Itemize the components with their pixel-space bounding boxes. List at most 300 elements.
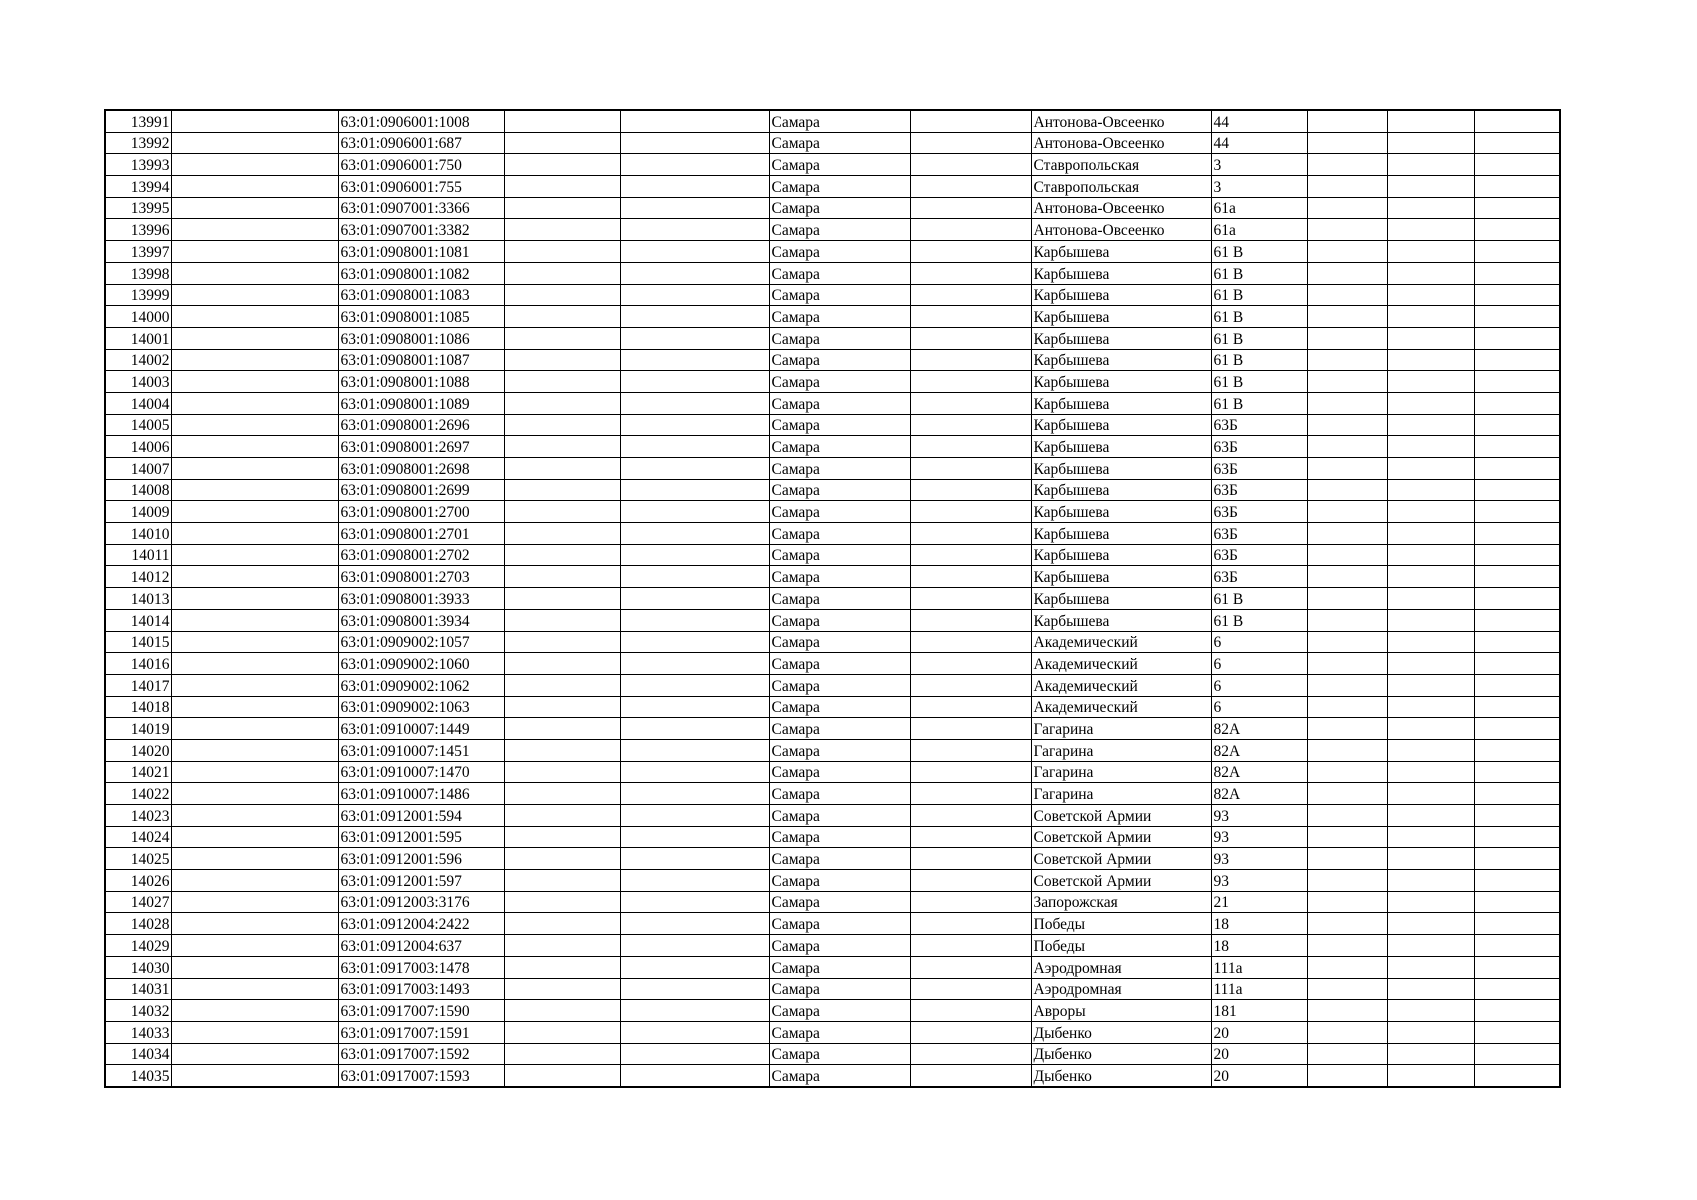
cell-city: Самара <box>769 566 910 588</box>
table-row <box>105 631 1560 653</box>
cell-empty <box>620 132 769 154</box>
cell-city: Самара <box>769 176 910 198</box>
cell-empty <box>910 718 1031 740</box>
cell-empty <box>910 826 1031 848</box>
cell-house: 181 <box>1211 1000 1307 1022</box>
cell-row-number: 14018 <box>105 696 171 718</box>
cell-empty <box>910 1021 1031 1043</box>
cell-empty <box>1387 826 1474 848</box>
cell-empty <box>1307 739 1387 761</box>
cell-empty <box>1307 349 1387 371</box>
cell-empty <box>1474 544 1560 566</box>
cell-empty <box>620 523 769 545</box>
cell-city: Самара <box>769 392 910 414</box>
cell-street: Победы <box>1031 935 1211 957</box>
cell-empty <box>1474 219 1560 241</box>
cell-cadastral-number: 63:01:0917007:1593 <box>338 1065 504 1087</box>
cell-row-number: 14008 <box>105 479 171 501</box>
table-row <box>105 371 1560 393</box>
cell-empty <box>1474 458 1560 480</box>
table-row <box>105 935 1560 957</box>
cell-empty <box>910 262 1031 284</box>
cell-empty <box>910 739 1031 761</box>
cell-empty <box>171 609 338 631</box>
cell-row-number: 14015 <box>105 631 171 653</box>
cell-empty <box>1307 913 1387 935</box>
cell-empty <box>171 110 338 132</box>
cell-empty <box>1474 349 1560 371</box>
cell-empty <box>504 566 620 588</box>
cell-city: Самара <box>769 848 910 870</box>
cell-empty <box>171 1000 338 1022</box>
cell-empty <box>1307 392 1387 414</box>
cell-empty <box>171 761 338 783</box>
cell-cadastral-number: 63:01:0908001:1082 <box>338 262 504 284</box>
cell-empty <box>171 1021 338 1043</box>
cell-empty <box>1474 501 1560 523</box>
cell-empty <box>504 219 620 241</box>
cell-street: Карбышева <box>1031 458 1211 480</box>
cell-empty <box>620 761 769 783</box>
cell-empty <box>1474 761 1560 783</box>
table-row <box>105 306 1560 328</box>
cell-empty <box>1474 1000 1560 1022</box>
cell-cadastral-number: 63:01:0917007:1590 <box>338 1000 504 1022</box>
cell-city: Самара <box>769 544 910 566</box>
table-row <box>105 197 1560 219</box>
table-row <box>105 436 1560 458</box>
cell-cadastral-number: 63:01:0909002:1060 <box>338 653 504 675</box>
cell-house: 44 <box>1211 132 1307 154</box>
cell-row-number: 14017 <box>105 674 171 696</box>
cell-city: Самара <box>769 219 910 241</box>
cell-empty <box>1387 241 1474 263</box>
cell-empty <box>910 219 1031 241</box>
cell-row-number: 14010 <box>105 523 171 545</box>
cell-empty <box>910 870 1031 892</box>
table-row <box>105 110 1560 132</box>
cell-row-number: 14022 <box>105 783 171 805</box>
cell-empty <box>1307 674 1387 696</box>
table-row <box>105 1065 1560 1087</box>
cell-cadastral-number: 63:01:0912004:637 <box>338 935 504 957</box>
cell-empty <box>620 739 769 761</box>
cell-empty <box>620 826 769 848</box>
cell-cadastral-number: 63:01:0910007:1470 <box>338 761 504 783</box>
cell-house: 3 <box>1211 154 1307 176</box>
cell-empty <box>1307 479 1387 501</box>
cell-empty <box>171 826 338 848</box>
cell-empty <box>171 436 338 458</box>
table-row <box>105 674 1560 696</box>
cell-street: Гагарина <box>1031 761 1211 783</box>
table-row <box>105 696 1560 718</box>
cell-house: 61 В <box>1211 327 1307 349</box>
cell-street: Дыбенко <box>1031 1021 1211 1043</box>
cell-empty <box>1387 306 1474 328</box>
cell-house: 82А <box>1211 783 1307 805</box>
cell-empty <box>620 718 769 740</box>
cell-row-number: 14005 <box>105 414 171 436</box>
cell-city: Самара <box>769 371 910 393</box>
cell-empty <box>504 262 620 284</box>
cell-cadastral-number: 63:01:0908001:2702 <box>338 544 504 566</box>
cell-empty <box>620 566 769 588</box>
cell-house: 111а <box>1211 978 1307 1000</box>
cell-row-number: 14016 <box>105 653 171 675</box>
cell-empty <box>620 436 769 458</box>
cell-empty <box>1387 479 1474 501</box>
cell-empty <box>171 349 338 371</box>
cell-empty <box>1307 1043 1387 1065</box>
cell-house: 20 <box>1211 1065 1307 1087</box>
cell-street: Карбышева <box>1031 566 1211 588</box>
cell-empty <box>1307 783 1387 805</box>
cell-empty <box>1307 1000 1387 1022</box>
table-row <box>105 154 1560 176</box>
cell-empty <box>1387 458 1474 480</box>
cell-street: Советской Армии <box>1031 870 1211 892</box>
cell-cadastral-number: 63:01:0906001:755 <box>338 176 504 198</box>
cell-row-number: 14019 <box>105 718 171 740</box>
cell-cadastral-number: 63:01:0917007:1591 <box>338 1021 504 1043</box>
table-row <box>105 739 1560 761</box>
cell-empty <box>504 935 620 957</box>
cell-empty <box>1387 197 1474 219</box>
cell-street: Карбышева <box>1031 479 1211 501</box>
cell-street: Запорожская <box>1031 891 1211 913</box>
cell-empty <box>1307 978 1387 1000</box>
cell-empty <box>1307 544 1387 566</box>
cell-cadastral-number: 63:01:0908001:2703 <box>338 566 504 588</box>
cell-empty <box>1474 913 1560 935</box>
cell-cadastral-number: 63:01:0912001:597 <box>338 870 504 892</box>
cell-city: Самара <box>769 826 910 848</box>
cell-empty <box>504 913 620 935</box>
cell-empty <box>1387 761 1474 783</box>
table-row <box>105 761 1560 783</box>
cell-row-number: 13995 <box>105 197 171 219</box>
cell-empty <box>910 110 1031 132</box>
cell-empty <box>1387 718 1474 740</box>
cell-empty <box>1387 913 1474 935</box>
table-row <box>105 523 1560 545</box>
table-row <box>105 609 1560 631</box>
cell-empty <box>620 176 769 198</box>
cell-house: 63Б <box>1211 479 1307 501</box>
cell-row-number: 14021 <box>105 761 171 783</box>
cell-empty <box>620 783 769 805</box>
cell-city: Самара <box>769 978 910 1000</box>
cell-row-number: 14011 <box>105 544 171 566</box>
cell-empty <box>504 132 620 154</box>
cell-empty <box>910 1000 1031 1022</box>
cell-empty <box>1387 674 1474 696</box>
cell-empty <box>620 371 769 393</box>
cell-house: 61 В <box>1211 306 1307 328</box>
cell-empty <box>504 956 620 978</box>
cell-row-number: 14027 <box>105 891 171 913</box>
cell-street: Карбышева <box>1031 306 1211 328</box>
cell-empty <box>504 371 620 393</box>
cell-empty <box>504 392 620 414</box>
cell-empty <box>910 392 1031 414</box>
cell-empty <box>1307 609 1387 631</box>
cell-house: 20 <box>1211 1021 1307 1043</box>
cell-house: 93 <box>1211 805 1307 827</box>
cell-house: 61а <box>1211 197 1307 219</box>
table-body <box>105 110 1560 1087</box>
cell-row-number: 14026 <box>105 870 171 892</box>
cell-empty <box>910 783 1031 805</box>
cell-empty <box>1307 436 1387 458</box>
cell-empty <box>910 935 1031 957</box>
table-row <box>105 327 1560 349</box>
cell-empty <box>910 631 1031 653</box>
cell-city: Самара <box>769 501 910 523</box>
cell-city: Самара <box>769 241 910 263</box>
cell-empty <box>1307 219 1387 241</box>
cell-empty <box>1387 1043 1474 1065</box>
cell-empty <box>504 588 620 610</box>
cell-empty <box>620 241 769 263</box>
cell-row-number: 14014 <box>105 609 171 631</box>
cell-empty <box>504 306 620 328</box>
cell-row-number: 14012 <box>105 566 171 588</box>
table-row <box>105 132 1560 154</box>
cell-street: Гагарина <box>1031 783 1211 805</box>
cell-row-number: 14020 <box>105 739 171 761</box>
cell-empty <box>1474 197 1560 219</box>
cell-empty <box>1307 566 1387 588</box>
cell-cadastral-number: 63:01:0908001:1086 <box>338 327 504 349</box>
cell-empty <box>1307 241 1387 263</box>
cell-empty <box>910 154 1031 176</box>
cell-empty <box>504 761 620 783</box>
cell-empty <box>1474 1065 1560 1087</box>
cell-row-number: 14009 <box>105 501 171 523</box>
table-row <box>105 588 1560 610</box>
cell-empty <box>620 1000 769 1022</box>
cell-empty <box>1474 956 1560 978</box>
cell-empty <box>1387 653 1474 675</box>
cell-empty <box>1307 1065 1387 1087</box>
cell-empty <box>171 653 338 675</box>
cell-empty <box>1307 891 1387 913</box>
cell-empty <box>1474 870 1560 892</box>
cell-row-number: 14033 <box>105 1021 171 1043</box>
cell-cadastral-number: 63:01:0908001:1087 <box>338 349 504 371</box>
cell-empty <box>1387 805 1474 827</box>
cell-row-number: 13997 <box>105 241 171 263</box>
cell-empty <box>620 805 769 827</box>
cell-empty <box>171 870 338 892</box>
cell-empty <box>620 978 769 1000</box>
cell-cadastral-number: 63:01:0909002:1063 <box>338 696 504 718</box>
cell-row-number: 14002 <box>105 349 171 371</box>
cell-empty <box>620 653 769 675</box>
cell-empty <box>171 219 338 241</box>
table-row <box>105 284 1560 306</box>
cell-cadastral-number: 63:01:0908001:1085 <box>338 306 504 328</box>
cell-city: Самара <box>769 653 910 675</box>
cell-house: 61 В <box>1211 241 1307 263</box>
cell-empty <box>910 284 1031 306</box>
cell-empty <box>1307 262 1387 284</box>
table-row <box>105 783 1560 805</box>
cell-empty <box>171 739 338 761</box>
cell-empty <box>1307 653 1387 675</box>
cell-empty <box>1387 327 1474 349</box>
cell-cadastral-number: 63:01:0906001:687 <box>338 132 504 154</box>
cell-empty <box>1307 110 1387 132</box>
cell-empty <box>910 891 1031 913</box>
cell-empty <box>1387 566 1474 588</box>
cell-city: Самара <box>769 132 910 154</box>
cell-empty <box>1307 588 1387 610</box>
cell-empty <box>1387 132 1474 154</box>
cell-empty <box>1387 176 1474 198</box>
cell-street: Карбышева <box>1031 436 1211 458</box>
cell-street: Карбышева <box>1031 609 1211 631</box>
cell-empty <box>620 544 769 566</box>
cell-empty <box>620 935 769 957</box>
cell-empty <box>504 1065 620 1087</box>
cell-empty <box>1307 523 1387 545</box>
cell-street: Антонова-Овсеенко <box>1031 197 1211 219</box>
cell-empty <box>620 284 769 306</box>
cell-empty <box>910 327 1031 349</box>
cell-street: Карбышева <box>1031 262 1211 284</box>
cell-row-number: 13994 <box>105 176 171 198</box>
cell-empty <box>1474 1043 1560 1065</box>
cell-empty <box>910 479 1031 501</box>
cell-empty <box>1387 219 1474 241</box>
cell-empty <box>620 349 769 371</box>
cell-empty <box>910 653 1031 675</box>
cell-cadastral-number: 63:01:0917003:1493 <box>338 978 504 1000</box>
cell-cadastral-number: 63:01:0912004:2422 <box>338 913 504 935</box>
cell-empty <box>171 544 338 566</box>
cell-empty <box>1474 783 1560 805</box>
cell-empty <box>1474 284 1560 306</box>
cell-cadastral-number: 63:01:0910007:1451 <box>338 739 504 761</box>
cell-empty <box>910 371 1031 393</box>
table-row <box>105 219 1560 241</box>
cell-street: Гагарина <box>1031 718 1211 740</box>
cell-empty <box>1387 1021 1474 1043</box>
cell-house: 82А <box>1211 718 1307 740</box>
cell-empty <box>620 609 769 631</box>
cell-empty <box>1474 674 1560 696</box>
cell-empty <box>504 154 620 176</box>
cell-street: Карбышева <box>1031 241 1211 263</box>
cell-empty <box>1307 371 1387 393</box>
table-row <box>105 870 1560 892</box>
cell-house: 82А <box>1211 761 1307 783</box>
cell-empty <box>504 870 620 892</box>
cell-empty <box>910 306 1031 328</box>
cell-street: Карбышева <box>1031 371 1211 393</box>
cell-cadastral-number: 63:01:0910007:1449 <box>338 718 504 740</box>
cell-empty <box>504 1043 620 1065</box>
table-row <box>105 566 1560 588</box>
cell-city: Самара <box>769 609 910 631</box>
table-row <box>105 1043 1560 1065</box>
cell-empty <box>1307 306 1387 328</box>
cell-empty <box>620 110 769 132</box>
cell-empty <box>1474 262 1560 284</box>
cell-empty <box>620 501 769 523</box>
cell-cadastral-number: 63:01:0906001:1008 <box>338 110 504 132</box>
cell-city: Самара <box>769 436 910 458</box>
cell-empty <box>1307 805 1387 827</box>
cell-empty <box>620 479 769 501</box>
cell-empty <box>910 913 1031 935</box>
cell-empty <box>910 956 1031 978</box>
cell-empty <box>1474 696 1560 718</box>
cell-empty <box>504 631 620 653</box>
table-row <box>105 458 1560 480</box>
cell-city: Самара <box>769 306 910 328</box>
cell-house: 93 <box>1211 870 1307 892</box>
cell-empty <box>910 978 1031 1000</box>
cell-empty <box>1474 826 1560 848</box>
cell-row-number: 14032 <box>105 1000 171 1022</box>
table-row <box>105 392 1560 414</box>
cell-house: 93 <box>1211 848 1307 870</box>
cell-row-number: 14028 <box>105 913 171 935</box>
cell-empty <box>910 349 1031 371</box>
cell-house: 44 <box>1211 110 1307 132</box>
cell-street: Аэродромная <box>1031 978 1211 1000</box>
cell-cadastral-number: 63:01:0908001:2700 <box>338 501 504 523</box>
cell-empty <box>504 805 620 827</box>
cell-row-number: 14013 <box>105 588 171 610</box>
cell-empty <box>504 848 620 870</box>
cell-street: Антонова-Овсеенко <box>1031 132 1211 154</box>
cell-empty <box>1387 262 1474 284</box>
table-row <box>105 1021 1560 1043</box>
table-row <box>105 978 1560 1000</box>
cell-empty <box>504 284 620 306</box>
cell-empty <box>1474 566 1560 588</box>
cell-street: Карбышева <box>1031 284 1211 306</box>
cell-empty <box>171 132 338 154</box>
cell-cadastral-number: 63:01:0908001:2697 <box>338 436 504 458</box>
cell-street: Дыбенко <box>1031 1043 1211 1065</box>
cell-empty <box>910 501 1031 523</box>
cell-cadastral-number: 63:01:0912001:595 <box>338 826 504 848</box>
cell-house: 63Б <box>1211 501 1307 523</box>
cell-empty <box>620 870 769 892</box>
cell-row-number: 14025 <box>105 848 171 870</box>
cell-row-number: 14029 <box>105 935 171 957</box>
cell-empty <box>1474 392 1560 414</box>
cell-city: Самара <box>769 935 910 957</box>
cell-house: 21 <box>1211 891 1307 913</box>
cell-house: 63Б <box>1211 523 1307 545</box>
cell-empty <box>1387 349 1474 371</box>
cell-empty <box>910 848 1031 870</box>
cell-row-number: 13996 <box>105 219 171 241</box>
cell-empty <box>1307 870 1387 892</box>
cell-empty <box>1387 848 1474 870</box>
cell-cadastral-number: 63:01:0908001:3934 <box>338 609 504 631</box>
table-row <box>105 826 1560 848</box>
cell-empty <box>504 739 620 761</box>
cell-empty <box>1307 826 1387 848</box>
